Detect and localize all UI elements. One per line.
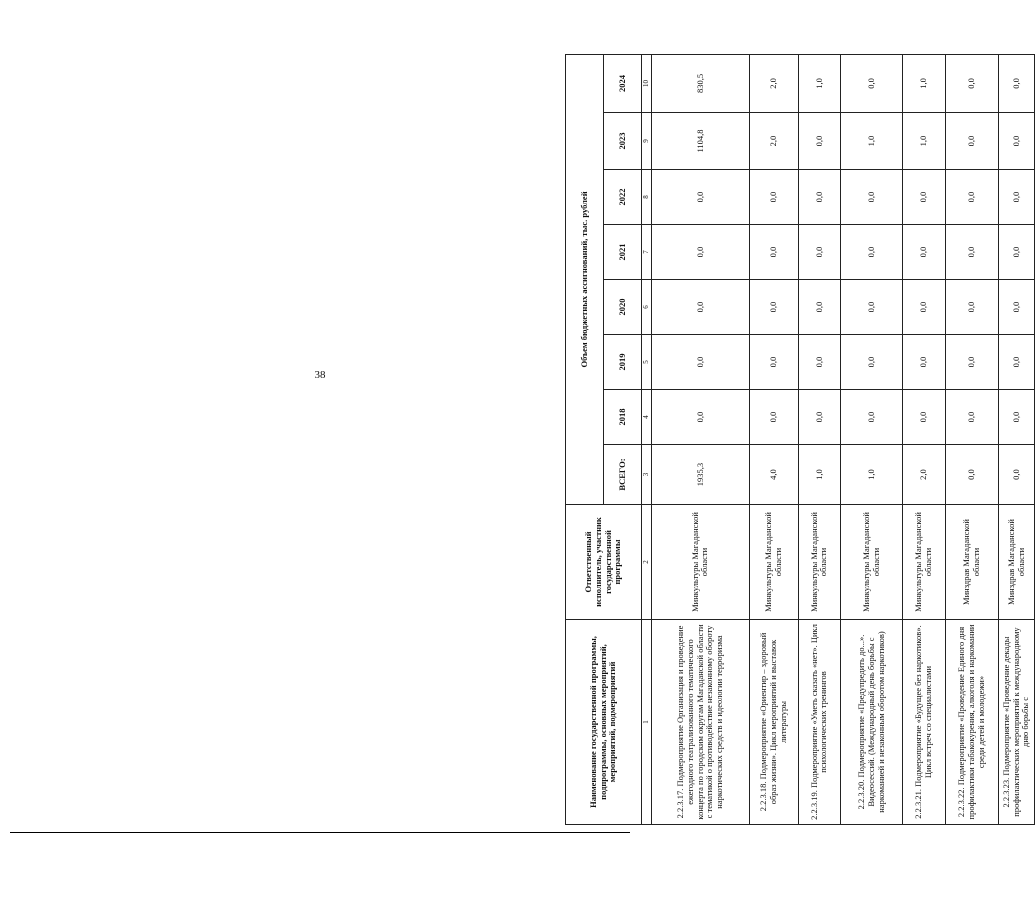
cell-value: 0,0 xyxy=(841,335,903,390)
column-number: 8 xyxy=(642,170,652,225)
cell-value: 0,0 xyxy=(749,335,798,390)
cell-value: 0,0 xyxy=(903,280,945,335)
cell-value: 0,0 xyxy=(945,225,998,280)
cell-value: 0,0 xyxy=(749,225,798,280)
cell-executor: Минкультуры Магаданской области xyxy=(798,505,840,620)
cell-value: 0,0 xyxy=(749,280,798,335)
cell-value: 0,0 xyxy=(798,225,840,280)
cell-value: 0,0 xyxy=(999,390,1035,445)
cell-name: 2.2.3.23. Подмероприятие «Проведение декады профилактических мероприятий к международному дню борьбы с xyxy=(999,620,1035,825)
cell-value: 0,0 xyxy=(652,390,750,445)
cell-value: 1,0 xyxy=(798,54,840,112)
cell-total: 1,0 xyxy=(841,445,903,505)
cell-executor: Минкультуры Магаданской области xyxy=(652,505,750,620)
cell-value: 0,0 xyxy=(652,225,750,280)
cell-name: 2.2.3.20. Подмероприятие «Предупредить до...». Видеосессий. (Международный день борьбы с наркоманией и незаконным оборотом наркотиков) xyxy=(841,620,903,825)
table-row xyxy=(903,54,945,824)
cell-value: 0,0 xyxy=(945,335,998,390)
header-budget-group: Объем бюджетных ассигнований, тыс. рублей xyxy=(566,54,604,504)
table-row xyxy=(841,54,903,824)
cell-name: 2.2.3.19. Подмероприятие «Уметь сказать «нет». Цикл психологических тренингов xyxy=(798,620,840,825)
cell-value: 0,0 xyxy=(798,280,840,335)
cell-value: 2,0 xyxy=(749,113,798,170)
header-year: 2023 xyxy=(604,113,642,170)
column-number: 2 xyxy=(642,505,652,620)
cell-value: 0,0 xyxy=(652,335,750,390)
cell-value: 0,0 xyxy=(999,225,1035,280)
cell-value: 0,0 xyxy=(841,390,903,445)
cell-value: 0,0 xyxy=(903,335,945,390)
cell-total: 1935,3 xyxy=(652,445,750,505)
column-number: 1 xyxy=(642,620,652,825)
cell-value: 0,0 xyxy=(841,170,903,225)
cell-value: 0,0 xyxy=(999,113,1035,170)
cell-value: 0,0 xyxy=(945,170,998,225)
cell-executor: Минздрав Магаданской области xyxy=(999,505,1035,620)
column-number: 10 xyxy=(642,54,652,112)
header-executor: Ответственный исполнитель, участник государственной программы xyxy=(566,505,642,620)
cell-value: 0,0 xyxy=(749,390,798,445)
header-year: 2024 xyxy=(604,54,642,112)
cell-value: 2,0 xyxy=(749,54,798,112)
cell-value: 0,0 xyxy=(945,54,998,112)
column-number: 7 xyxy=(642,225,652,280)
cell-value: 0,0 xyxy=(798,113,840,170)
cell-value: 0,0 xyxy=(999,335,1035,390)
table-row xyxy=(798,54,840,824)
cell-value: 1104,8 xyxy=(652,113,750,170)
cell-total: 4,0 xyxy=(749,445,798,505)
cell-value: 0,0 xyxy=(999,280,1035,335)
cell-value: 0,0 xyxy=(945,113,998,170)
cell-total: 0,0 xyxy=(999,445,1035,505)
header-year: 2022 xyxy=(604,170,642,225)
header-year: 2018 xyxy=(604,390,642,445)
cell-value: 0,0 xyxy=(903,390,945,445)
table-row xyxy=(652,54,750,824)
budget-table-rotated xyxy=(565,55,1035,825)
cell-value: 0,0 xyxy=(652,170,750,225)
cell-value: 0,0 xyxy=(798,170,840,225)
cell-value: 0,0 xyxy=(798,335,840,390)
cell-value: 0,0 xyxy=(798,390,840,445)
cell-name: 2.2.3.17. Подмероприятие Организация и проведение ежегодного театрализованного тематического концерта по городским округам Магаданской области с тематикой о противодействие незаконному обороту наркотических средств и идеологии терроризма xyxy=(652,620,750,825)
column-number: 6 xyxy=(642,280,652,335)
table-row xyxy=(749,54,798,824)
cell-value: 0,0 xyxy=(999,170,1035,225)
column-number: 3 xyxy=(642,445,652,505)
column-number: 5 xyxy=(642,335,652,390)
cell-value: 0,0 xyxy=(903,170,945,225)
column-number: 4 xyxy=(642,390,652,445)
table-row xyxy=(945,54,998,824)
cell-value: 0,0 xyxy=(841,225,903,280)
cell-value: 830,5 xyxy=(652,54,750,112)
cell-executor: Минкультуры Магаданской области xyxy=(903,505,945,620)
cell-value: 0,0 xyxy=(945,390,998,445)
cell-value: 0,0 xyxy=(749,170,798,225)
column-number: 9 xyxy=(642,113,652,170)
cell-name: 2.2.3.22. Подмероприятие «Проведение Единого дня профилактики табакокурения, алкоголя и наркомании среди детей и молодежи» xyxy=(945,620,998,825)
table-row xyxy=(999,54,1035,824)
cell-value: 0,0 xyxy=(945,280,998,335)
cell-executor: Минздрав Магаданской области xyxy=(945,505,998,620)
cell-value: 0,0 xyxy=(999,54,1035,112)
cell-total: 2,0 xyxy=(903,445,945,505)
separator-line xyxy=(10,832,630,833)
cell-total: 0,0 xyxy=(945,445,998,505)
header-year: 2021 xyxy=(604,225,642,280)
cell-value: 1,0 xyxy=(841,113,903,170)
cell-executor: Минкультуры Магаданской области xyxy=(749,505,798,620)
header-year: 2020 xyxy=(604,280,642,335)
header-total: ВСЕГО: xyxy=(604,445,642,505)
page-number: 38 xyxy=(314,369,326,381)
cell-executor: Минкультуры Магаданской области xyxy=(841,505,903,620)
cell-value: 1,0 xyxy=(903,54,945,112)
header-year: 2019 xyxy=(604,335,642,390)
cell-value: 0,0 xyxy=(652,280,750,335)
cell-name: 2.2.3.21. Подмероприятие «Будущее без наркотиков». Цикл встреч со специалистами xyxy=(903,620,945,825)
cell-total: 1,0 xyxy=(798,445,840,505)
cell-name: 2.2.3.18. Подмероприятие «Ориентир – здоровый образ жизни». Цикл мероприятий и выставок литературы xyxy=(749,620,798,825)
cell-value: 0,0 xyxy=(841,54,903,112)
budget-table xyxy=(565,54,1035,825)
cell-value: 1,0 xyxy=(903,113,945,170)
cell-value: 0,0 xyxy=(903,225,945,280)
header-name: Наименование государственной программы, подпрограммы, основных мероприятий, мероприятий, подмероприятий xyxy=(566,620,642,825)
cell-value: 0,0 xyxy=(841,280,903,335)
